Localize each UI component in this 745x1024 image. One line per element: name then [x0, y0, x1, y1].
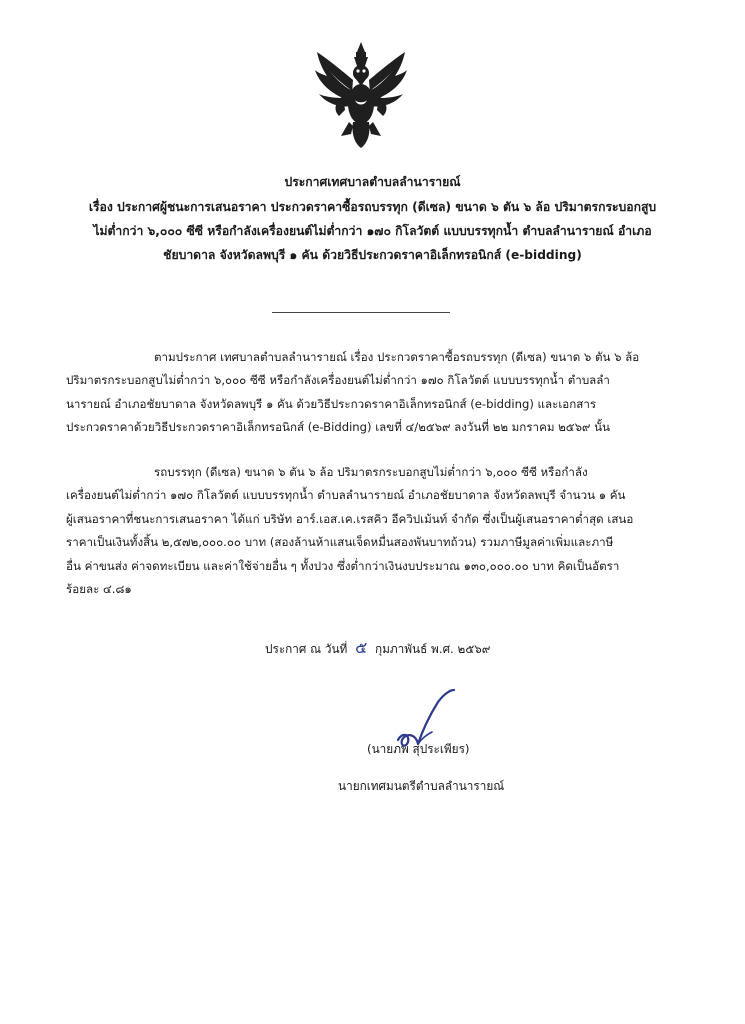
paragraph-line: เครื่องยนต์ไม่ต่ำกว่า ๑๗๐ กิโลวัตต์ แบบบรรทุกน้ำ ตำบลลำนารายณ์ อำเภอชัยบาดาล จังหวัดลพบุรี จำนวน ๑ คัน — [66, 488, 626, 503]
subject-line: ไม่ต่ำกว่า ๖,๐๐๐ ซีซี หรือกำลังเครื่องยนต์ไม่ต่ำกว่า ๑๗๐ กิโลวัตต์ แบบบรรทุกน้ำ ตำบลลำนารายณ์ อำเภอ — [93, 224, 652, 238]
paragraph-line: รถบรรทุก (ดีเซล) ขนาด ๖ ตัน ๖ ล้อ ปริมาตรกระบอกสูบไม่ต่ำกว่า ๖,๐๐๐ ซีซี หรือกำลัง — [154, 465, 588, 479]
signer-position: นายกเทศมนตรีตำบลลำนารายณ์ — [338, 779, 505, 793]
paragraph-line: ตามประกาศ เทศบาลตำบลลำนารายณ์ เรื่อง ประกวดราคาซื้อรถบรรทุก (ดีเซล) ขนาด ๖ ตัน ๖ ล้อ — [154, 350, 640, 364]
date-prefix: ประกาศ ณ วันที่ — [265, 642, 348, 656]
date-month-year: กุมภาพันธ์ พ.ศ. ๒๕๖๙ — [374, 642, 491, 656]
paragraph-line: ประกวดราคาด้วยวิธีประกวดราคาอิเล็กทรอนิกส์ (e-Bidding) เลขที่ ๔/๒๕๖๙ ลงวันที่ ๒๒ มกราคม ๒๕๖๙ นั้น — [66, 420, 610, 435]
garuda-emblem-icon — [313, 40, 409, 150]
paragraph-line: ราคาเป็นเงินทั้งสิ้น ๒,๕๗๒,๐๐๐.๐๐ บาท (สองล้านห้าแสนเจ็ดหมื่นสองพันบาทถ้วน) รวมภาษีมูลค่าเพิ่มและภาษี — [66, 535, 614, 550]
announcement-title: ประกาศเทศบาลตำบลลำนารายณ์ — [284, 175, 461, 189]
paragraph-winning-bid — [66, 461, 670, 601]
subject-line: ชัยบาดาล จังหวัดลพบุรี ๑ คัน ด้วยวิธีประกวดราคาอิเล็กทรอนิกส์ (e-bidding) — [163, 248, 582, 262]
subject-line: เรื่อง ประกาศผู้ชนะการเสนอราคา ประกวดราคาซื้อรถบรรทุก (ดีเซล) ขนาด ๖ ตัน ๖ ล้อ ปริมาตรกระบอกสูบ — [88, 200, 657, 214]
paragraph-line: ผู้เสนอราคาที่ชนะการเสนอราคา ได้แก่ บริษัท อาร์.เอส.เค.เรสคิว อีควิปเม้นท์ จำกัด ซึ่งเป็นผู้เสนอราคาต่ำสุด เสนอ — [66, 511, 634, 526]
announcement-subject — [40, 195, 705, 267]
paragraph-announcement-reference — [66, 346, 670, 440]
paragraph-line: นารายณ์ อำเภอชัยบาดาล จังหวัดลพบุรี ๑ คัน ด้วยวิธีประกวดราคาอิเล็กทรอนิกส์ (e-bidding) และเอกสาร — [66, 396, 597, 411]
announcement-date — [265, 636, 490, 661]
signer-name: (นายภพ สุประเพียร) — [367, 742, 470, 756]
paragraph-line: ร้อยละ ๔.๘๑ — [66, 582, 132, 597]
heading-divider — [272, 312, 450, 313]
paragraph-line: อื่น ค่าขนส่ง ค่าจดทะเบียน และค่าใช้จ่ายอื่น ๆ ทั้งปวง ซึ่งต่ำกว่าเงินงบประมาณ ๑๓๐,๐๐๐.๐๐ บาท คิดเป็นอัตรา — [66, 558, 620, 573]
paragraph-line: ปริมาตรกระบอกสูบไม่ต่ำกว่า ๖,๐๐๐ ซีซี หรือกำลังเครื่องยนต์ไม่ต่ำกว่า ๑๗๐ กิโลวัตต์ แบบบรรทุกน้ำ ตำบลลำ — [66, 373, 610, 388]
date-day-handwritten: ๕ — [355, 638, 368, 657]
